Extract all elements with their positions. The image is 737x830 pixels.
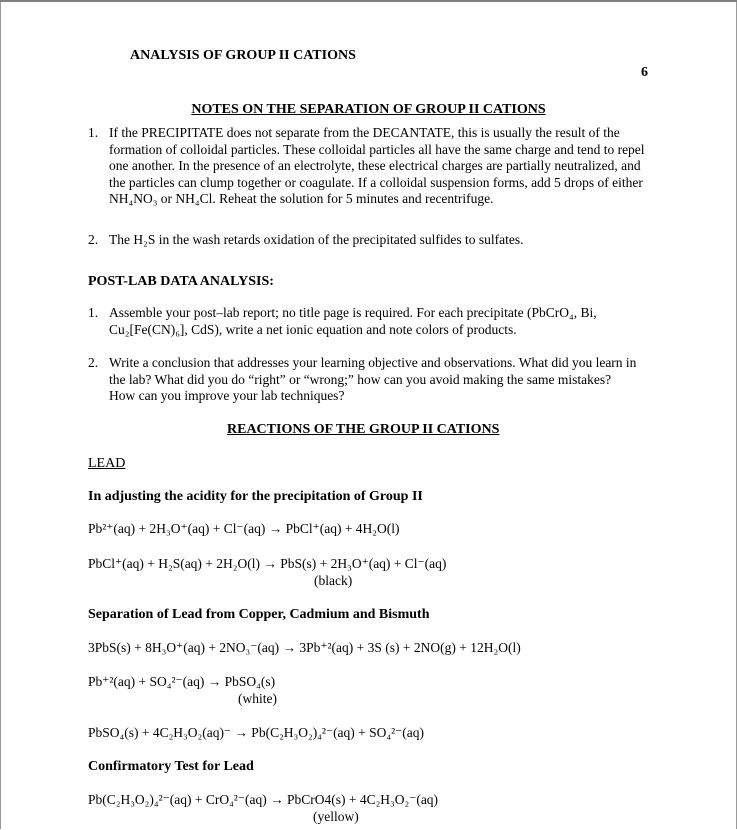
- equation-4: Pb⁺²(aq) + SO₄²⁻(aq) → PbSO₄(s): [88, 674, 276, 689]
- notes-heading: NOTES ON THE SEPARATION OF GROUP II CATIONS: [191, 102, 546, 117]
- notes-item-1-text: If the PRECIPITATE does not separate from the DECANTATE, this is usually the result of the formation of colloidal particles. These colloidal particles all have the same charge and tend to repel one another. In the presence of an electrolyte, these electrical charges are partially neutralized, and the particles can clump together or coagulate. If a colloidal suspension forms, add 5 drops of either NH₄NO₃ or NH₄Cl. Reheat the solution for 5 minutes and recentrifuge.: [109, 125, 645, 207]
- confirmatory-heading: Confirmatory Test for Lead: [88, 759, 254, 774]
- equation-5: PbSO₄(s) + 4C₂H₃O₂(aq)⁻ → Pb(C₂H₃O₂)₄²⁻(aq) + SO₄²⁻(aq): [88, 725, 425, 740]
- postlab-item-1-text: Assemble your post–lab report; no title page is required. For each precipitate (PbCrO₄, Bi, Cu₂[Fe(CN)₆], CdS), write a net ionic equation and note colors of products.: [109, 305, 597, 337]
- page-number: 6: [641, 65, 648, 80]
- separation-heading: Separation of Lead from Copper, Cadmium and Bismuth: [88, 607, 430, 622]
- notes-item-1-number: 1.: [88, 125, 99, 140]
- postlab-item-1-number: 1.: [88, 305, 99, 320]
- equation-6-color-note: (yellow): [313, 809, 359, 824]
- notes-item-2-number: 2.: [88, 232, 99, 247]
- equation-2-color-note: (black): [314, 573, 353, 588]
- document-title: ANALYSIS OF GROUP II CATIONS: [130, 48, 356, 63]
- acidity-heading: In adjusting the acidity for the precipitation of Group II: [88, 489, 423, 504]
- equation-6: Pb(C₂H₃O₂)₄²⁻(aq) + CrO₄²⁻(aq) → PbCrO4(s) + 4C₂H₃O₂⁻(aq): [88, 792, 439, 807]
- equation-1: Pb²⁺(aq) + 2H₃O⁺(aq) + Cl⁻(aq) → PbCl⁺(aq) + 4H₂O(l): [88, 521, 400, 536]
- postlab-heading: POST-LAB DATA ANALYSIS:: [88, 274, 274, 289]
- lead-label: LEAD: [88, 456, 126, 471]
- equation-3: 3PbS(s) + 8H₃O⁺(aq) + 2NO₃⁻(aq) → 3Pb⁺²(aq) + 3S (s) + 2NO(g) + 12H₂O(l): [88, 640, 521, 655]
- top-border: [0, 0, 737, 2]
- notes-item-2-text: The H₂S in the wash retards oxidation of the precipitated sulfides to sulfates.: [109, 232, 524, 247]
- reactions-heading: REACTIONS OF THE GROUP II CATIONS: [227, 422, 500, 437]
- equation-4-color-note: (white): [238, 691, 277, 706]
- postlab-item-2-text: Write a conclusion that addresses your learning objective and observations. What did you learn in the lab? What did you do “right” or “wrong;” how can you avoid making the same mistakes? How can you improve your lab techniques?: [109, 355, 637, 404]
- equation-2: PbCl⁺(aq) + H₂S(aq) + 2H₂O(l) → PbS(s) + 2H₃O⁺(aq) + Cl⁻(aq): [88, 556, 447, 571]
- postlab-item-2-number: 2.: [88, 355, 99, 370]
